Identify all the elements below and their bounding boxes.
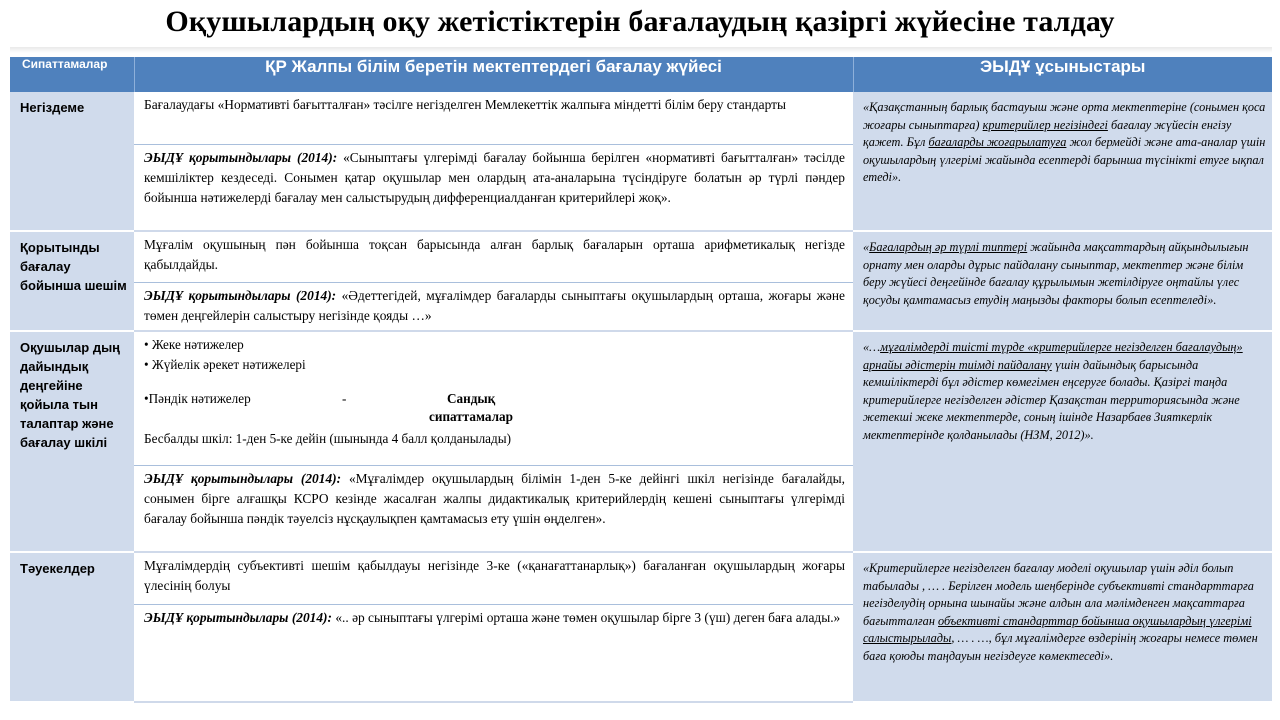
page-title: Оқушылардың оқу жетістіктерін бағалаудың қазіргі жүйесіне талдау	[165, 5, 1115, 38]
rec-underlined: критерийлер негізіндегі	[982, 117, 1108, 132]
quantitative-label: Сандық	[447, 391, 496, 406]
grading-scale: Бесбалды шкіл: 1-ден 5-ке дейін (шынында 4 балл қолданылады)	[144, 431, 511, 446]
oecd-findings	[134, 465, 853, 533]
table-row	[10, 552, 1272, 702]
row-label: Тәуекелдер	[10, 552, 134, 702]
header-oecd: ЭЫДҰ ұсыныстары	[853, 57, 1272, 92]
rec-text: , … . …, бұл мұғалімдерге өздерінің жоғары немесе төмен баға қоюды таңдауын негіздеуге көмектеседі».	[863, 631, 1258, 663]
oecd-findings-text: «Сыныптағы үлгерімді бағалау бойынша берілген «нормативті бағытталған» тәсілде кемшіліктер кездеседі. Сонымен қатар оқушылар мен олардың ата-аналарына түсіндіруге болатын әр түрлі пәндер бойынша нәтижелерді бағалау мен салыстырудың дифференциалданған критерийлері жоқ».	[144, 150, 845, 205]
table-row	[10, 92, 1272, 231]
rec-underlined: объективті стандарттар бойынша оқушылардың үлгерімі салыстырылады	[863, 613, 1252, 645]
bullet-systemic-results: • Жүйелік әрекет нәтижелері	[144, 357, 306, 372]
rec-underlined: бағаларды жоғарылатуға	[928, 135, 1067, 149]
rec-text: жайында мақсаттардың айқындылығын орнату мен оларды дұрыс пайдалану сыныптар, мектептер және білім беру жүйесі деңгейінде бағалау құрылымын жетілдіруге оңтайлы үлес қосуды қамтамасыз етудің маңызды факторы болып есептеледі».	[863, 240, 1249, 307]
oecd-findings-label: ЭЫДҰ қорытындылары (2014):	[144, 471, 342, 486]
rec-underlined: мұғалімдерді тиісті түрде «критерийлерге негізделген бағалаудың» арнайы әдістерін тиімді пайдалану	[863, 340, 1243, 372]
oecd-recommendation	[853, 552, 1272, 702]
table-row	[10, 231, 1272, 331]
system-text: Бағалаудағы «Нормативті бағытталған» тәсілге негізделген Мемлекеттік жалпыға міндетті білім беру стандарты	[144, 97, 786, 112]
oecd-findings-text: «Әдеттегідей, мұғалімдер бағаларды сыныптағы оқушылардың орташа, жоғары және төмен деңгейлерін салыстыру негізінде қояды …»	[144, 288, 845, 323]
rec-text: үшін дайындық барысында кемшіліктерді бұл әдістер көмегімен еңсеруге болады. Қазіргі таңда критерийлерге негізделген әдістер Қазақстан территориясында және жетекші жеке мектептерде, соның ішінде Назарбаев Зияткерлік мектептерінде қолданылады (НЗМ, 2012)».	[863, 357, 1240, 442]
system-description	[134, 92, 853, 144]
kz-system-cell	[134, 92, 853, 231]
subject-results-dash: -	[342, 391, 347, 406]
row-label: Қорытынды бағалау бойынша шешім	[10, 231, 134, 331]
rec-text: жол бермейді және ата-аналар үшін оқушылардың үлгерімі жайында есептерді барынша түсінікті етуге ықпал етеді».	[863, 135, 1266, 184]
header-characteristics: Сипаттамалар	[10, 57, 134, 92]
oecd-findings	[134, 144, 853, 212]
rec-text: «…	[863, 340, 881, 354]
oecd-findings-label: ЭЫДҰ қорытындылары (2014):	[144, 150, 338, 165]
oecd-recommendation	[853, 331, 1272, 552]
oecd-findings-text: «Мұғалімдер оқушылардың білімін 1-ден 5-ке дейінгі шкіл негізінде бағалайды, сонымен бірге алғашқы КСРО кезінде жасалған жалпы дидактикалық критерийлердің кешені сыныптағы үлгерімді бағалау бойынша пәндік тәуелсіз нұсқаулықпен қамтамасыз ету үшін өңделген».	[144, 471, 845, 526]
row-label: Негіздеме	[10, 92, 134, 231]
rec-text: «Қазақстанның барлық бастауыш және орта мектептеріне (сонымен қоса жоғары сыныптарға)	[863, 100, 1266, 132]
kz-system-cell	[134, 331, 853, 552]
characteristics-label: сипаттамалар	[429, 409, 513, 424]
oecd-findings	[134, 604, 853, 632]
subject-results-row	[144, 389, 845, 429]
system-description	[134, 232, 853, 282]
table-row	[10, 331, 1272, 552]
system-text: Мұғалімдердің субъективті шешім қабылдауы негізінде 3-ке («қанағаттанарлық») бағаланған оқушылардың жоғары үлесінің болуы	[144, 558, 845, 593]
rec-underlined: Бағалардың әр түрлі типтері	[869, 240, 1028, 254]
analysis-table	[10, 57, 1272, 703]
system-text: Мұғалім оқушының пән бойынша тоқсан барысында алған барлық бағаларын орташа арифметикалық негізде қабылдайды.	[144, 237, 845, 272]
rec-text: «	[863, 240, 870, 254]
oecd-findings-label: ЭЫДҰ қорытындылары (2014):	[144, 288, 337, 303]
oecd-findings	[134, 282, 853, 330]
system-description	[134, 553, 853, 604]
table-header	[10, 57, 1272, 92]
rec-text: «Критерийлерге негізделген бағалау моделі оқушылар үшін әділ болып табылады , … . Берілген модель шеңберінде субъективті стандарттарға негізделудің орнына шынайы және алдын ала мәлімденген мақсаттарға бағытталған	[863, 561, 1254, 628]
oecd-recommendation	[853, 231, 1272, 331]
rec-text: бағалау жүйесін енгізу қажет. Бұл	[863, 117, 1232, 149]
oecd-recommendation	[853, 92, 1272, 231]
bullet-personal-results: • Жеке нәтижелер	[144, 337, 244, 352]
header-kz-system: ҚР Жалпы білім беретін мектептердегі бағалау жүйесі	[134, 57, 853, 92]
oecd-findings-label: ЭЫДҰ қорытындылары (2014):	[144, 610, 332, 625]
title-divider	[10, 47, 1272, 53]
oecd-findings-text: «.. әр сыныптағы үлгерімі орташа және төмен оқушылар бірге 3 (үш) деген баға алады.»	[331, 610, 841, 625]
system-description	[134, 332, 853, 465]
kz-system-cell	[134, 231, 853, 331]
row-label: Оқушылар дың дайындық деңгейіне қойыла тын талаптар және бағалау шкілі	[10, 331, 134, 552]
subject-results-label: •Пәндік нәтижелер	[144, 391, 251, 406]
kz-system-cell	[134, 552, 853, 702]
